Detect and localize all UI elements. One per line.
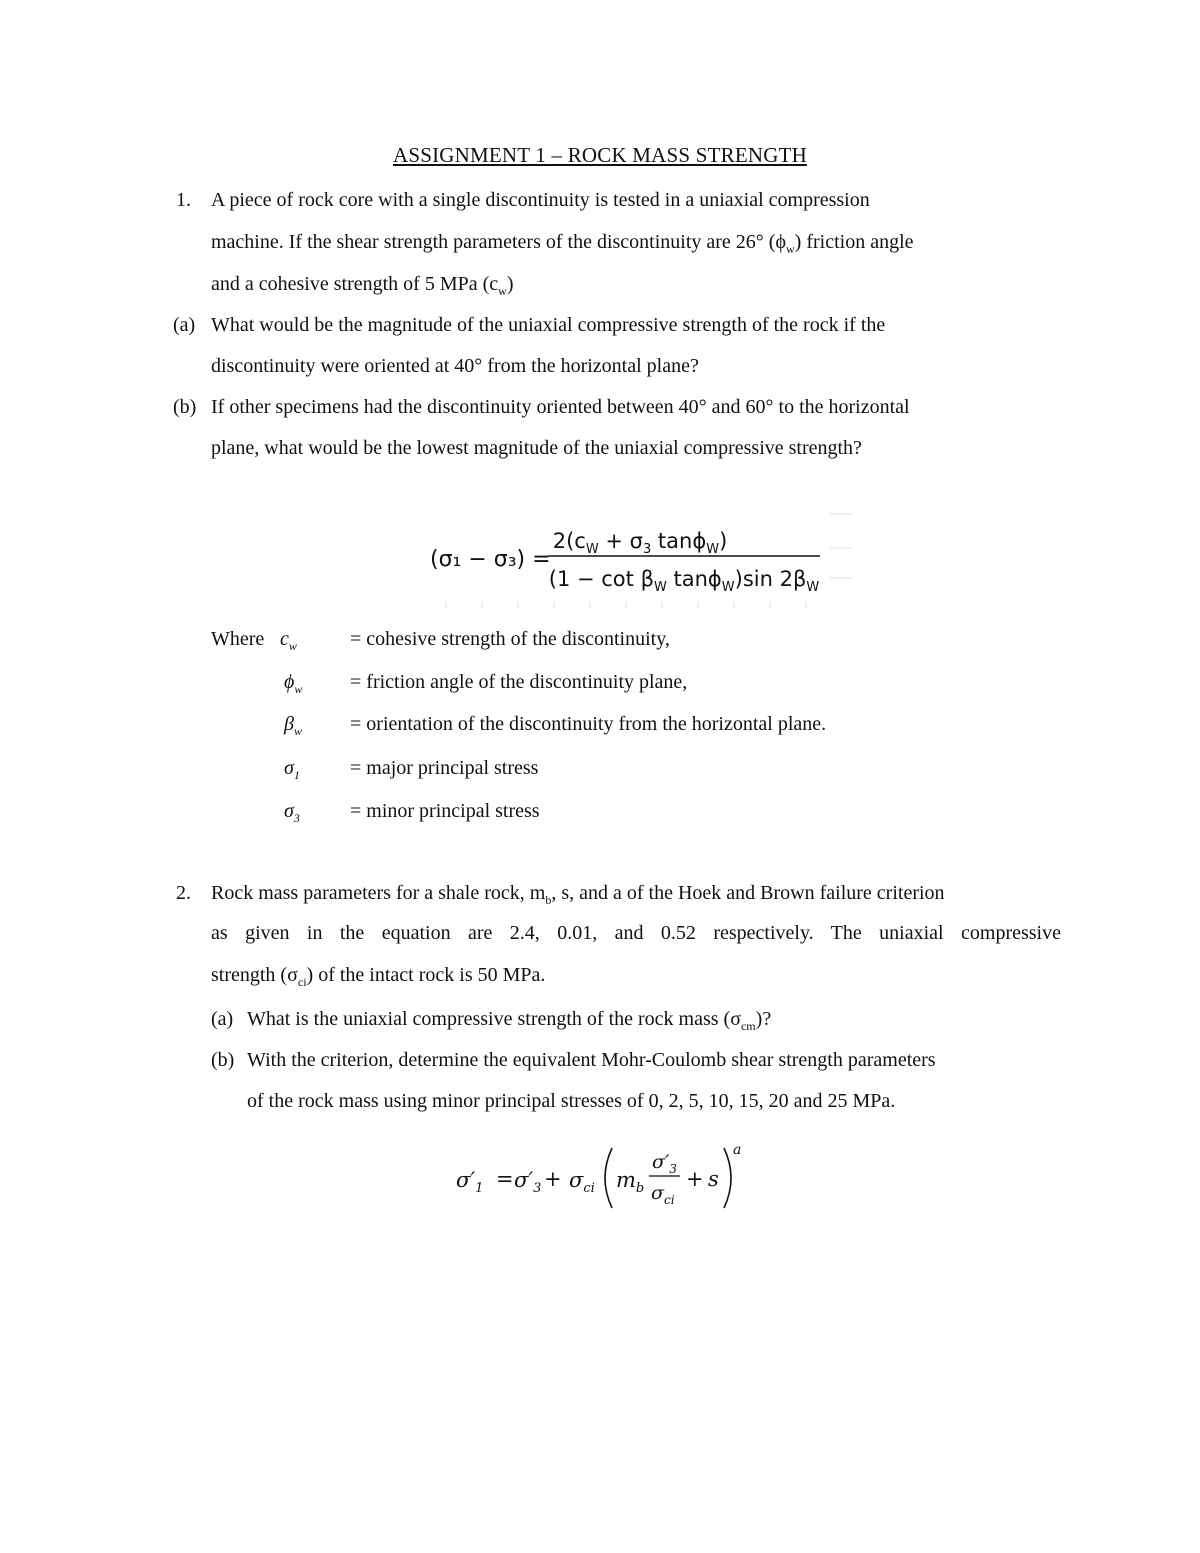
q1-line-3: and a cohesive strength of 5 MPa $(c_w)$ xyxy=(211,273,514,298)
where-label: Where xyxy=(211,628,265,650)
hoek-brown-formula xyxy=(452,1140,752,1215)
q1a-line-1: What would be the magnitude of the uniaxial compressive strength of the rock if the xyxy=(211,314,886,336)
q1b-line-1: If other specimens had the discontinuity oriented between 40° and 60° to the horizontal xyxy=(211,396,910,418)
formula1-lhs: (σ₁ − σ₃) = xyxy=(430,547,551,572)
q2-line-1: Rock mass parameters for a shale rock, $m_b$, s, and a of the Hoek and Brown failure criterion xyxy=(211,882,945,907)
where-def-betaw: = orientation of the discontinuity from the horizontal plane. xyxy=(350,713,827,735)
where-symbol-cw: $c_w$ xyxy=(280,628,297,653)
discontinuity-strength-formula xyxy=(420,508,860,618)
q2b-line-2: of the rock mass using minor principal stresses of 0, 2, 5, 10, 15, 20 and 25 MPa. xyxy=(247,1090,896,1112)
q1a-label: (a) xyxy=(173,314,196,336)
formula2-plus1: + xyxy=(544,1167,562,1191)
q1-line-2: machine. If the shear strength parameters of the discontinuity are 26° $(\phi_w)$ friction angle xyxy=(211,231,914,256)
formula2-plus2: + xyxy=(686,1167,704,1191)
where-symbol-sigma1: $\sigma_1$ xyxy=(284,757,300,782)
where-symbol-phiw: $\phi_w$ xyxy=(284,671,303,696)
formula2-frac-den: $\sigma_{ci}$ xyxy=(651,1182,675,1207)
formula1-numerator: $2(c_W + \sigma_3$ tanϕ$_W$) xyxy=(552,529,728,557)
where-def-sigma3: = minor principal stress xyxy=(350,800,540,822)
q2b-line-1: With the criterion, determine the equivalent Mohr-Coulomb shear strength parameters xyxy=(247,1049,936,1071)
formula2-sigmaci: $\sigma_{ci}$ xyxy=(569,1168,595,1196)
q2a-label: (a) xyxy=(211,1008,234,1030)
where-def-sigma1: = major principal stress xyxy=(350,757,539,779)
formula2-open-paren xyxy=(605,1148,612,1208)
where-def-phiw: = friction angle of the discontinuity plane, xyxy=(350,671,688,693)
q2-line-3: strength $(\sigma_{ci})$ of the intact rock is 50 MPa. xyxy=(211,964,546,989)
formula1-denominator: ($1 - \cot \beta_W$ tanϕ$_W$)sin $2\beta_W$ xyxy=(548,567,820,595)
formula2-s: s xyxy=(708,1167,719,1191)
where-symbol-betaw: $\beta_w$ xyxy=(284,713,302,738)
formula2-lhs: $\sigma'_1$ xyxy=(456,1168,484,1196)
formula2-exponent: a xyxy=(733,1142,742,1158)
q2-number: 2. xyxy=(176,882,191,904)
q1-line-1: A piece of rock core with a single discontinuity is tested in a uniaxial compression xyxy=(211,189,870,211)
q1-number: 1. xyxy=(176,189,191,211)
formula2-equals: = xyxy=(496,1167,514,1191)
formula2-sigma3: $\sigma'_3$ xyxy=(514,1168,542,1196)
assignment-title: ASSIGNMENT 1 – ROCK MASS STRENGTH xyxy=(392,143,808,167)
where-def-cw: = cohesive strength of the discontinuity, xyxy=(350,628,670,650)
where-symbol-sigma3: $\sigma_3$ xyxy=(284,800,300,825)
formula2-mb: $m_b$ xyxy=(616,1168,645,1196)
q2b-label: (b) xyxy=(211,1049,235,1071)
q1a-line-2: discontinuity were oriented at 40° from the horizontal plane? xyxy=(211,355,699,377)
q1b-line-2: plane, what would be the lowest magnitude of the uniaxial compressive strength? xyxy=(211,437,862,459)
q1b-label: (b) xyxy=(173,396,197,418)
q2-line-2: as given in the equation are 2.4, 0.01, and 0.52 respectively. The uniaxial compressive xyxy=(211,922,1061,944)
formula2-frac-num: $\sigma'_3$ xyxy=(652,1151,677,1176)
q2a-text: What is the uniaxial compressive strength of the rock mass $(\sigma_{cm})$? xyxy=(247,1008,772,1033)
formula2-close-paren xyxy=(724,1148,731,1208)
